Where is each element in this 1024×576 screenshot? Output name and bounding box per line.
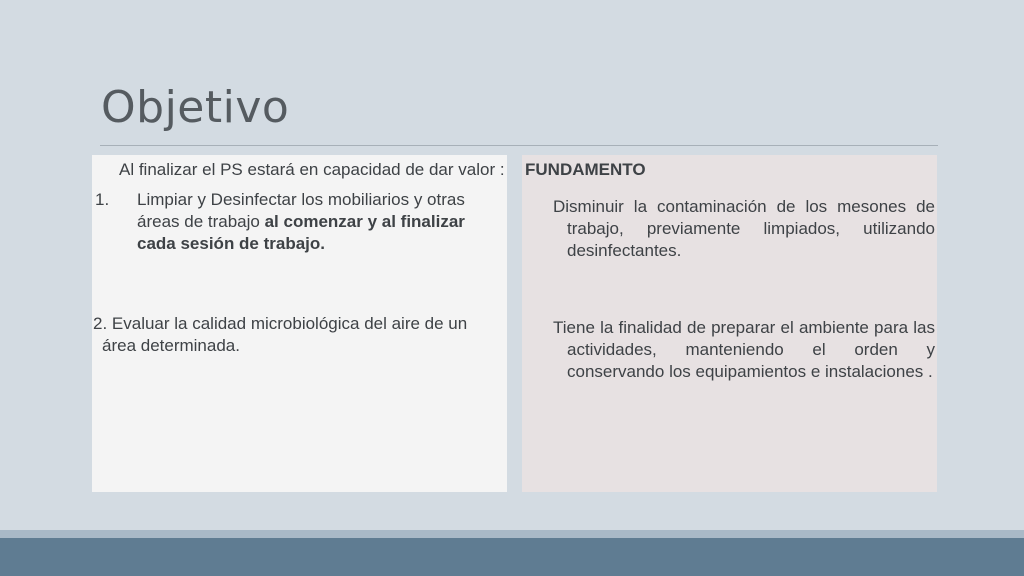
fundamento-paragraph-2: Tiene la finalidad de preparar el ambiente para las actividades, manteniendo el orden y conservando los equipamientos e instalaciones . [553, 318, 935, 381]
bottom-bar [0, 538, 1024, 576]
objectives-intro: Al finalizar el PS estará en capacidad de dar valor : [119, 160, 505, 179]
fundamento-box [522, 155, 937, 492]
objectives-box [92, 155, 507, 492]
objective-item-1-text [137, 189, 505, 255]
objective-item-1 [94, 189, 505, 255]
fundamento-heading: FUNDAMENTO [525, 160, 646, 179]
objective-item-1-plain: Limpiar y Desinfectar los mobiliarios y otras áreas de trabajo [137, 190, 465, 231]
bottom-accent-strip [0, 530, 1024, 538]
slide-title: Objetivo [101, 82, 290, 133]
objective-item-1-bold: al comenzar y al finalizar cada sesión de trabajo. [137, 212, 465, 253]
objective-item-1-number: 1. [95, 190, 110, 209]
fundamento-paragraph-1: Disminuir la contaminación de los mesones de trabajo, previamente limpiados, utilizando desinfectantes. [553, 197, 935, 260]
objective-item-2: 2. Evaluar la calidad microbiológica del aire de un área determinada. [93, 314, 468, 355]
title-divider [100, 145, 938, 146]
